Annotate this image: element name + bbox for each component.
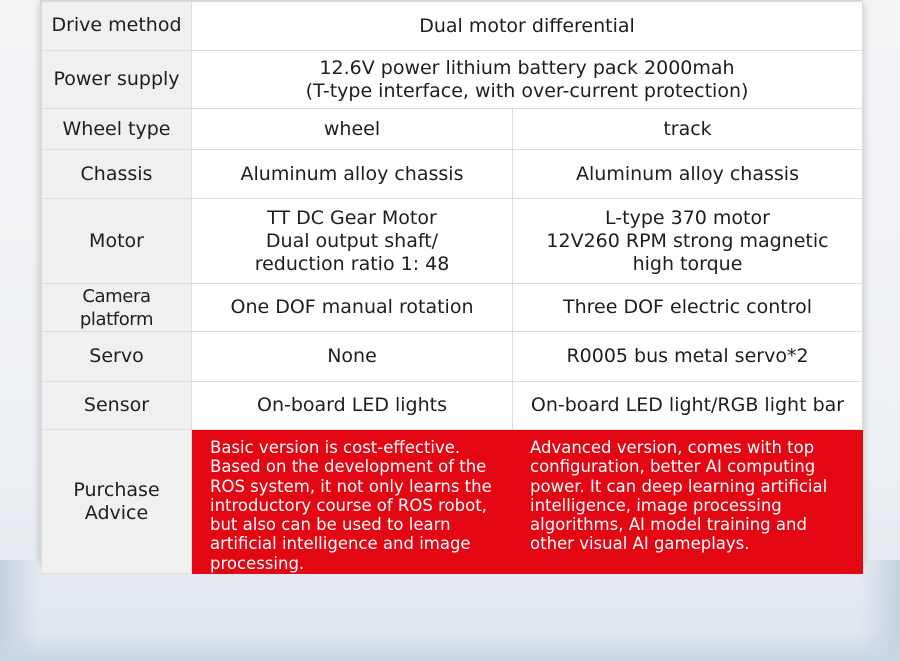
label-sensor: Sensor bbox=[42, 382, 192, 430]
value-power-supply: 12.6V power lithium battery pack 2000mah (T-type interface, with over-current protection) bbox=[192, 51, 863, 109]
spec-card bbox=[40, 0, 863, 573]
row-camera-platform bbox=[42, 284, 863, 332]
value-chassis-basic: Aluminum alloy chassis bbox=[192, 150, 513, 199]
value-wheel-type-basic: wheel bbox=[192, 109, 513, 150]
value-sensor-basic: On-board LED lights bbox=[192, 382, 513, 430]
row-sensor bbox=[42, 382, 863, 430]
label-power-supply: Power supply bbox=[42, 51, 192, 109]
value-wheel-type-advanced: track bbox=[513, 109, 863, 150]
label-servo: Servo bbox=[42, 332, 192, 382]
row-purchase-advice bbox=[42, 430, 863, 574]
row-chassis bbox=[42, 150, 863, 199]
row-drive-method bbox=[42, 2, 863, 51]
value-camera-platform-advanced: Three DOF electric control bbox=[513, 284, 863, 332]
value-camera-platform-basic: One DOF manual rotation bbox=[192, 284, 513, 332]
spec-table bbox=[41, 1, 863, 574]
value-chassis-advanced: Aluminum alloy chassis bbox=[513, 150, 863, 199]
value-servo-basic: None bbox=[192, 332, 513, 382]
row-motor bbox=[42, 199, 863, 284]
label-wheel-type: Wheel type bbox=[42, 109, 192, 150]
advice-advanced-version: Advanced version, comes with top configuration, better AI computing power. It can deep learning artificial intelligence, image processing algorithms, AI model training and other visual AI gameplays. bbox=[513, 430, 863, 574]
row-power-supply bbox=[42, 51, 863, 109]
label-chassis: Chassis bbox=[42, 150, 192, 199]
frame-bottom-rim bbox=[0, 631, 900, 661]
label-camera-platform: Camera platform bbox=[42, 284, 192, 332]
value-servo-advanced: R0005 bus metal servo*2 bbox=[513, 332, 863, 382]
label-motor: Motor bbox=[42, 199, 192, 284]
label-purchase-advice: Purchase Advice bbox=[42, 430, 192, 574]
value-motor-advanced: L-type 370 motor 12V260 RPM strong magnetic high torque bbox=[513, 199, 863, 284]
row-servo bbox=[42, 332, 863, 382]
row-wheel-type bbox=[42, 109, 863, 150]
value-sensor-advanced: On-board LED light/RGB light bar bbox=[513, 382, 863, 430]
value-drive-method: Dual motor differential bbox=[192, 2, 863, 51]
label-drive-method: Drive method bbox=[42, 2, 192, 51]
advice-basic-version: Basic version is cost-effective. Based on the development of the ROS system, it not only learns the introductory course of ROS robot, but also can be used to learn artificial intelligence and image processing. bbox=[192, 430, 513, 574]
value-motor-basic: TT DC Gear Motor Dual output shaft/ reduction ratio 1: 48 bbox=[192, 199, 513, 284]
